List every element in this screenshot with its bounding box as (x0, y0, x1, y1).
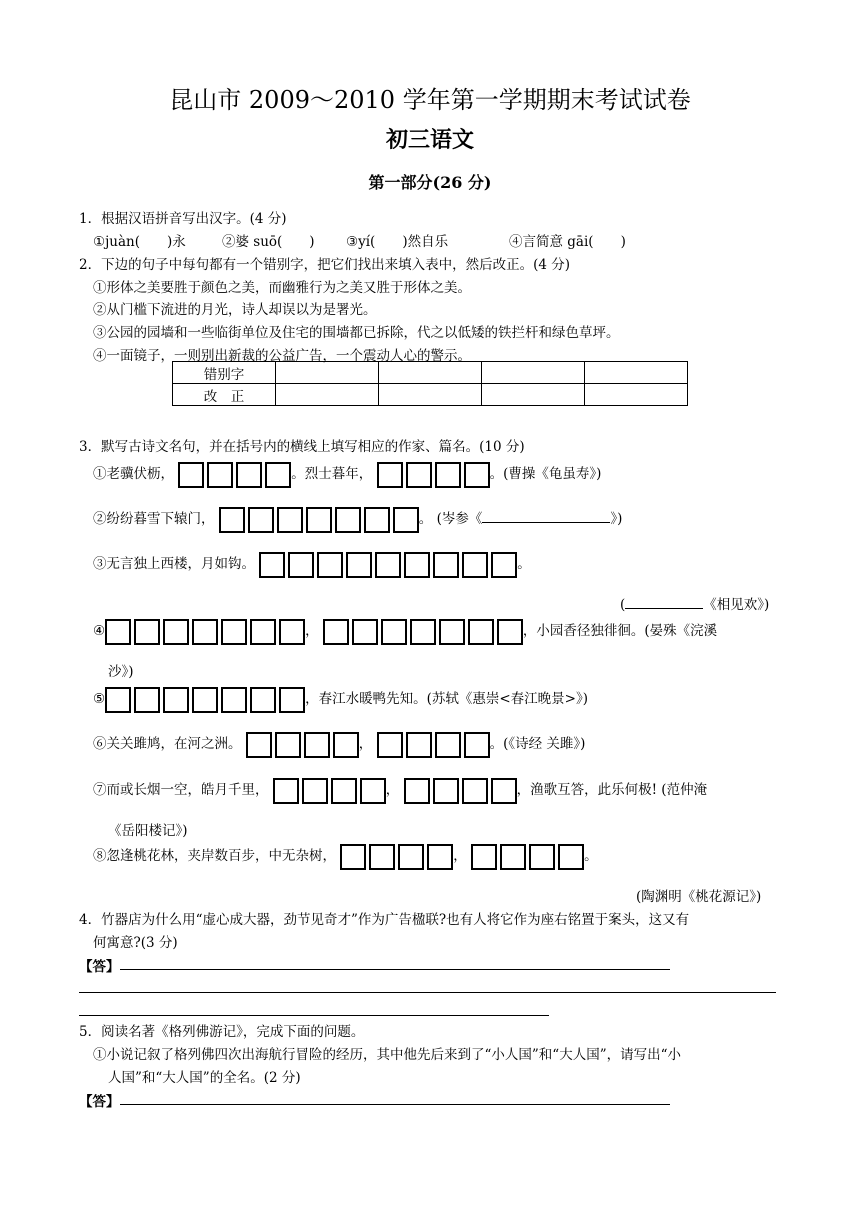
answer-line[interactable] (120, 1104, 670, 1105)
q3-line-6 (93, 730, 585, 758)
q2-sentence-3: ③公园的园墙和一些临街单位及住宅的围墙都已拆除，代之以低矮的铁拦杆和绿色草坪。 (93, 325, 620, 341)
subject-title: 初三语文 (385, 127, 474, 153)
author-blank[interactable] (482, 522, 610, 523)
answer-grid[interactable] (323, 619, 523, 645)
q4-stem: 4．竹器店为什么用“虚心成大器，劲节见奇才”作为广告楹联?也有人将它作为座右铭置于案头，这又有 (79, 912, 690, 928)
q3-text: ③无言独上西楼，月如钩。 (93, 556, 255, 572)
table-cell[interactable] (585, 362, 688, 384)
q4-stem-cont: 何寓意?(3 分) (93, 935, 178, 951)
q3-text: ( (620, 597, 626, 613)
q3-text: ②纷纷暮雪下辕门， (93, 511, 215, 527)
q2-sentence-2: ②从门槛下流进的月光，诗人却误以为是署光。 (93, 302, 377, 318)
q3-line-7 (93, 776, 707, 804)
q3-text: ，渔歌互答，此乐何极! (范仲淹 (516, 782, 708, 798)
author-blank[interactable] (625, 608, 703, 609)
answer-grid[interactable] (471, 844, 584, 870)
q3-text: ， (358, 736, 373, 752)
q3-text: 。 (岑参《 (418, 511, 483, 527)
q1-item-1: ①juàn( )永 (93, 234, 186, 250)
q3-text: ，春江水暖鸭先知。(苏轼《惠崇<春江晚景>》) (305, 691, 589, 707)
q3-text: 》) (610, 511, 623, 527)
table-cell[interactable] (276, 362, 379, 384)
q1-item-3: ③yí( )然自乐 (346, 234, 449, 250)
q3-line-4-cont: 沙》) (108, 664, 134, 680)
q3-text: 。烈士暮年， (291, 466, 373, 482)
answer-line[interactable] (79, 1015, 549, 1016)
section-heading: 第一部分(26 分) (368, 173, 492, 192)
answer-grid[interactable] (259, 552, 517, 578)
q2-stem: 2．下边的句子中每句都有一个错别字，把它们找出来填入表中，然后改正。(4 分) (79, 257, 571, 273)
q3-line-3-source (620, 593, 769, 613)
q3-text: ⑧忽逢桃花林，夹岸数百步，中无杂树， (93, 848, 336, 864)
answer-grid[interactable] (273, 778, 386, 804)
q3-line-8 (93, 842, 598, 870)
answer-grid[interactable] (377, 462, 490, 488)
q5-sub-1: ①小说记叙了格列佛四次出海航行冒险的经历，其中他先后来到了“小人国”和“大人国”，请写出“小 (93, 1047, 682, 1063)
q1-item-4: ④言简意 gāi( ) (509, 234, 626, 250)
table-cell[interactable] (482, 362, 585, 384)
q3-text: ，小园香径独徘徊。(晏殊《浣溪 (522, 623, 718, 639)
q3-line-2 (93, 505, 622, 533)
q3-stem: 3．默写古诗文名句，并在括号内的横线上填写相应的作家、篇名。(10 分) (79, 439, 525, 455)
q3-line-3 (93, 550, 531, 578)
answer-grid[interactable] (105, 619, 305, 645)
q3-text: ， (453, 848, 467, 864)
table-cell[interactable] (276, 384, 379, 406)
table-label-wrong: 错别字 (173, 362, 276, 384)
q3-text: ⑤ (93, 691, 106, 707)
answer-grid[interactable] (246, 732, 359, 758)
answer-grid[interactable] (377, 732, 490, 758)
answer-grid[interactable] (105, 687, 305, 713)
table-label-correct: 改 正 (173, 384, 276, 406)
q5-sub-1-cont: 人国”和“大人国”的全名。(2 分) (108, 1070, 301, 1086)
q3-text: ， (305, 623, 319, 639)
table-cell[interactable] (585, 384, 688, 406)
q3-line-5 (93, 685, 588, 713)
answer-grid[interactable] (178, 462, 291, 488)
answer-grid[interactable] (219, 507, 419, 533)
q3-text: ①老骥伏枥， (93, 466, 174, 482)
q3-text: ④ (93, 623, 106, 639)
q3-text: ⑥关关雎鸠，在河之洲。 (93, 736, 242, 752)
answer-line[interactable] (120, 969, 670, 970)
q5-stem: 5．阅读名著《格列佛游记》，完成下面的问题。 (79, 1024, 365, 1040)
q3-line-4 (93, 617, 717, 645)
q3-line-7-cont: 《岳阳楼记》) (108, 823, 188, 839)
q3-text: ⑦而或长烟一空，皓月千里， (93, 782, 269, 798)
q1-item-2: ②婆 suō( ) (222, 234, 315, 250)
table-cell[interactable] (379, 362, 482, 384)
correction-table (172, 361, 688, 406)
q3-text: 《相见欢》) (703, 597, 770, 613)
q3-text: 。(曹操《龟虽寿》) (489, 466, 602, 482)
q3-text: 。(《诗经 关雎》) (489, 736, 586, 752)
q3-text: 。 (517, 556, 531, 572)
q3-text: ， (385, 782, 400, 798)
answer-grid[interactable] (340, 844, 453, 870)
q1-stem: 1．根据汉语拼音写出汉字。(4 分) (79, 211, 287, 227)
table-cell[interactable] (379, 384, 482, 406)
q2-sentence-1: ①形体之美要胜于颜色之美，而幽雅行为之美又胜于形体之美。 (93, 280, 471, 296)
exam-title: 昆山市 2009～2010 学年第一学期期末考试试卷 (169, 86, 691, 114)
q3-line-1 (93, 460, 601, 488)
answer-line[interactable] (79, 992, 776, 993)
q2-sentence-4: ④一面镜子，一则别出新裁的公益广告，一个震动人心的警示。 (93, 348, 471, 364)
answer-label: 【答】 (79, 959, 120, 975)
table-cell[interactable] (482, 384, 585, 406)
answer-grid[interactable] (404, 778, 517, 804)
answer-label: 【答】 (79, 1094, 120, 1110)
q3-line-8-source: (陶渊明《桃花源记》) (636, 889, 762, 905)
q3-text: 。 (584, 848, 598, 864)
